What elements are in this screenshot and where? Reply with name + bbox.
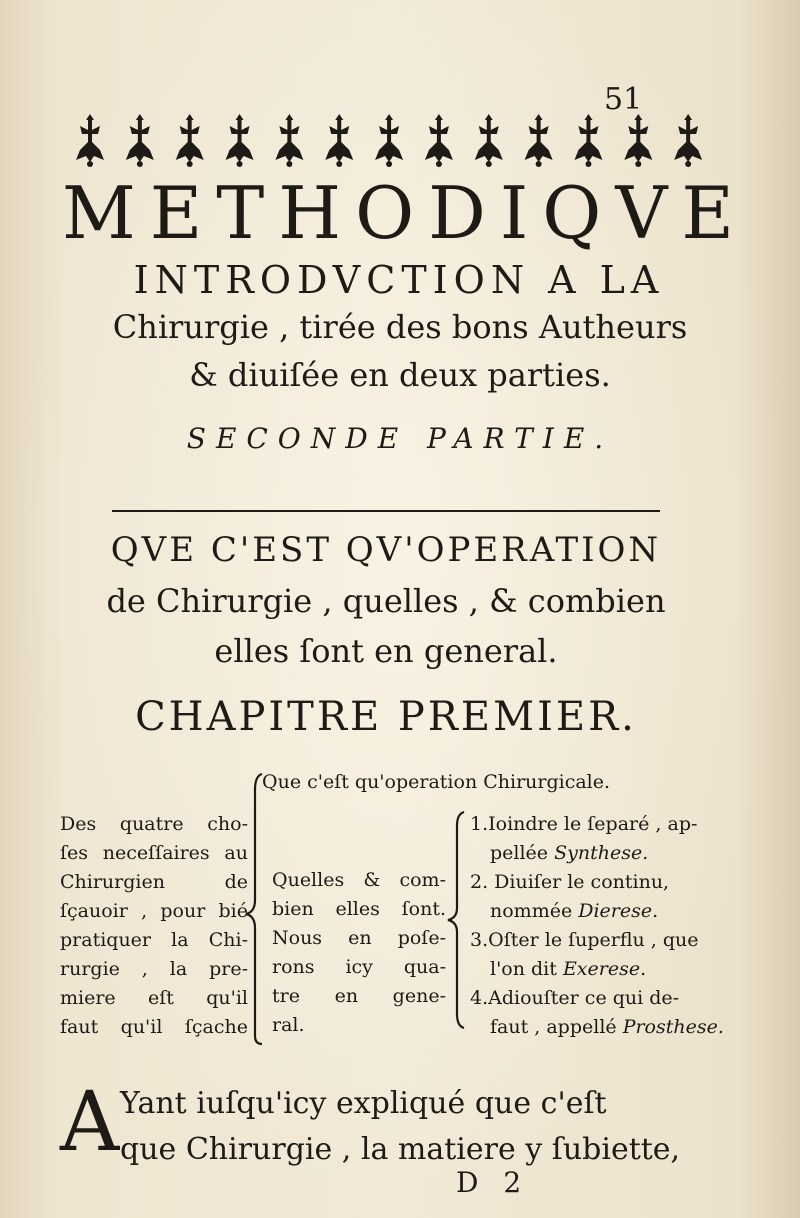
table-right-line: l'on dit Exerese. xyxy=(490,958,647,980)
page-title: METHODIQVE xyxy=(62,171,748,255)
table-right-column xyxy=(470,810,724,1042)
table-left-line: faut qu'il ſçache xyxy=(60,1016,248,1038)
table-middle-line: tre en gene- xyxy=(272,985,446,1007)
table-right-line: nommée Dierese. xyxy=(490,900,659,922)
table-middle-line: ral. xyxy=(272,1014,305,1036)
table-left-line: miere eſt qu'il xyxy=(60,987,248,1009)
table-right-line: 1.Ioindre le ſeparé , ap- xyxy=(470,813,698,835)
table-middle-column xyxy=(272,866,446,1040)
table-right-line: 3.Oſter le ſuperflu , que xyxy=(470,929,699,951)
subtitle-line-2: Chirurgie , tirée des bons Autheurs xyxy=(112,308,688,346)
table-middle-line: Quelles & com- xyxy=(272,869,446,891)
table-right-line: 2. Diuiſer le continu, xyxy=(470,871,670,893)
brace-left xyxy=(246,774,262,1044)
table-left-line: pratiquer la Chi- xyxy=(60,929,248,951)
body-text-line-1: Yant iuſqu'icy expliqué que c'eſt xyxy=(120,1086,607,1121)
table-left-line: ſes neceſſaires au xyxy=(60,842,248,864)
table-middle-line: Nous en poſe- xyxy=(272,927,446,949)
table-left-line: Chirurgien de xyxy=(60,871,248,893)
chapter-heading: CHAPITRE PREMIER. xyxy=(135,694,637,740)
table-right-line: 4.Adiouſter ce qui de- xyxy=(470,987,680,1009)
body-text-line-2: que Chirurgie , la matiere y ſubiette, xyxy=(120,1132,681,1167)
table-right-line: pellée Synthese. xyxy=(490,842,649,864)
table-right-line: faut , appellé Prosthese. xyxy=(490,1016,724,1038)
section-heading-line-3: elles ſont en general. xyxy=(214,632,558,670)
signature-mark: D 2 xyxy=(456,1166,530,1199)
page-number: 51 xyxy=(604,82,643,117)
subtitle-line-1: INTRODVCTION A LA xyxy=(133,258,665,302)
fleuron-ornament-band xyxy=(64,112,712,168)
subtitle-line-3: & diuiſée en deux parties. xyxy=(189,356,611,394)
brace-middle xyxy=(448,812,464,1028)
table-left-line: ſçauoir , pour bié xyxy=(60,900,248,922)
section-heading-line-2: de Chirurgie , quelles , & combien xyxy=(106,582,666,620)
table-left-line: Des quatre cho- xyxy=(60,813,248,835)
part-label: SECONDE PARTIE. xyxy=(186,422,614,455)
horizontal-rule xyxy=(112,510,660,512)
drop-cap: A xyxy=(60,1075,120,1170)
table-middle-line: rons icy qua- xyxy=(272,956,446,978)
table-left-line: rurgie , la pre- xyxy=(60,958,248,980)
table-left-column xyxy=(60,810,248,1042)
section-heading-line-1: QVE C'EST QV'OPERATION xyxy=(110,530,662,570)
table-top-entry: Que c'eſt qu'operation Chirurgicale. xyxy=(262,771,611,793)
table-middle-line: bien elles ſont. xyxy=(272,898,446,920)
